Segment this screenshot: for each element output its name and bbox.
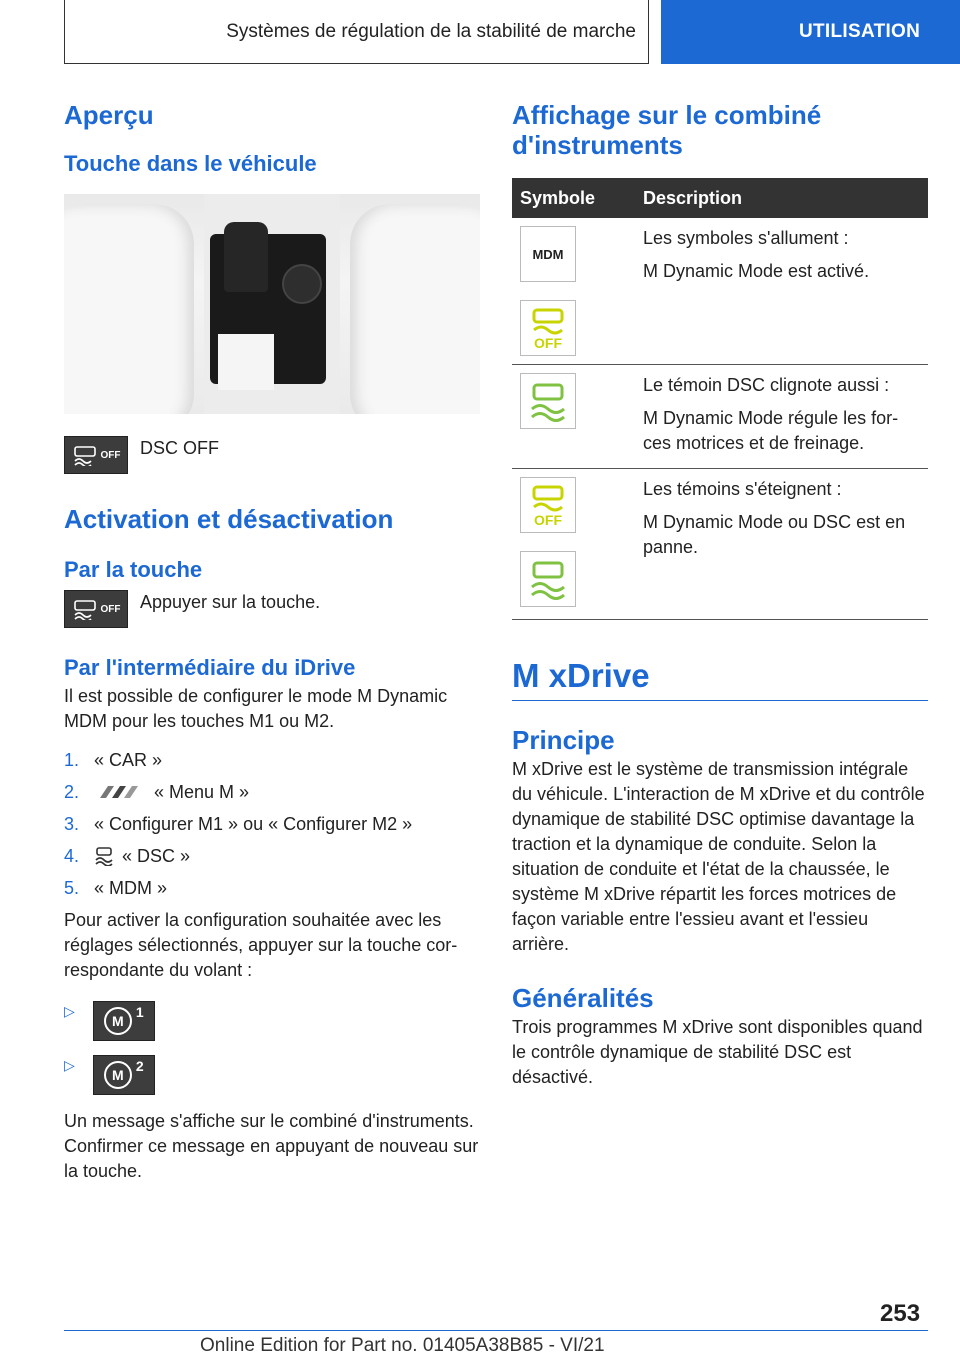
xdrive-heading: M xDrive — [512, 657, 650, 694]
header-section-title — [64, 0, 649, 64]
activation-heading: Activation et désactivation — [64, 504, 394, 534]
symbol-table — [512, 178, 928, 620]
dsc-off-yellow-icon — [520, 477, 576, 533]
row2-line2: M Dynamic Mode régule les forces motrices et de freinage. — [643, 408, 899, 453]
dsc-green-icon — [520, 373, 576, 429]
idrive-steps-list — [64, 744, 480, 904]
list-item: 5. « MDM » — [64, 878, 168, 898]
list-item: 2. « Menu M » — [64, 782, 250, 802]
column-header-description: Description — [635, 178, 928, 218]
column-header-symbol: Symbole — [512, 178, 635, 218]
right-column — [512, 100, 928, 1090]
m1-button-icon: M 1 — [93, 1001, 155, 1041]
m-menu-icon — [94, 784, 146, 800]
row3-line1: Les témoins s'éteignent : — [643, 479, 842, 499]
section-title-text: Systèmes de régulation de la stabilité de marche — [226, 20, 636, 42]
row1-line2: M Dynamic Mode est activé. — [643, 261, 870, 281]
confirm-message-text: Un message s'affiche sur le combiné d'instruments. Confirmer ce message en appuyant de nouveau sur la touche. — [64, 1111, 479, 1181]
dsc-off-key-row — [64, 436, 480, 474]
list-item: 3. « Configurer M1 » ou « Configurer M2 » — [64, 814, 413, 834]
left-column — [64, 100, 480, 1184]
button-heading: Touche dans le véhicule — [64, 151, 317, 176]
principle-text: M xDrive est le système de transmission intégrale du véhicule. L'interaction de M xDrive et du contrôle dynamique de stabilité DSC optimise davantage la traction et la dynamique de conduite. Selon la situation de conduite et l'état de la chaussée, le système M xDrive répartit les forces motrices de façon variable entre l'essieu avant et l'essieu arrière. — [512, 759, 925, 954]
press-button-text: Appuyer sur la touche. — [140, 592, 321, 612]
table-header-row — [512, 178, 928, 218]
dsc-off-key-icon: OFF — [64, 590, 128, 628]
m2-button-icon: M 2 — [93, 1055, 155, 1095]
mdm-symbol-icon: MDM — [520, 226, 576, 282]
dsc-icon — [94, 846, 114, 866]
by-button-heading: Par la touche — [64, 557, 203, 582]
row3-line2: M Dynamic Mode ou DSC est en panne. — [643, 512, 906, 557]
bullet-triangle-icon: ▷ — [64, 1003, 75, 1019]
dsc-off-yellow-icon — [520, 300, 576, 356]
m2-bullet-row — [64, 1055, 480, 1095]
m1-bullet-row — [64, 1001, 480, 1041]
activate-instruction: Pour activer la configuration souhaitée avec les réglages sélectionnés, appuyer sur la touche correspondante du volant : — [64, 910, 458, 980]
display-heading: Affichage sur le combiné d'instruments — [512, 100, 822, 160]
vehicle-console-photo — [64, 194, 480, 414]
page-number: 253 — [880, 1300, 921, 1327]
dsc-off-label: DSC OFF — [140, 438, 219, 458]
list-item: 4. « DSC » — [64, 846, 191, 866]
xdrive-rule — [512, 700, 928, 701]
row2-line1: Le témoin DSC clignote aussi : — [643, 375, 890, 395]
table-row — [512, 469, 928, 620]
footer-edition: Online Edition for Part no. 01405A38B85 - VI/21 — [200, 1335, 605, 1356]
list-item: 1. « CAR » — [64, 750, 163, 770]
svg-text:OFF: OFF — [534, 335, 562, 351]
idrive-intro: Il est possible de configurer le mode M Dynamic MDM pour les touches M1 ou M2. — [64, 686, 448, 731]
table-row — [512, 218, 928, 365]
bullet-triangle-icon: ▷ — [64, 1057, 75, 1073]
row1-line1: Les symboles s'allument : — [643, 228, 849, 248]
idrive-heading: Par l'intermédiaire du iDrive — [64, 655, 356, 680]
svg-text:OFF: OFF — [534, 512, 562, 528]
header-chapter-tab[interactable] — [661, 0, 960, 64]
general-text: Trois programmes M xDrive sont disponibles quand le contrôle dynamique de stabilité DSC est désactivé. — [512, 1017, 923, 1087]
footer-rule — [64, 1330, 928, 1331]
dsc-off-key-icon: OFF — [64, 436, 128, 474]
principle-heading: Principe — [512, 725, 615, 755]
overview-heading: Aperçu — [64, 100, 154, 130]
chapter-title-text: UTILISATION — [799, 21, 921, 42]
table-row — [512, 365, 928, 469]
press-button-row — [64, 590, 480, 628]
general-heading: Généralités — [512, 983, 654, 1013]
dsc-green-icon — [520, 551, 576, 607]
